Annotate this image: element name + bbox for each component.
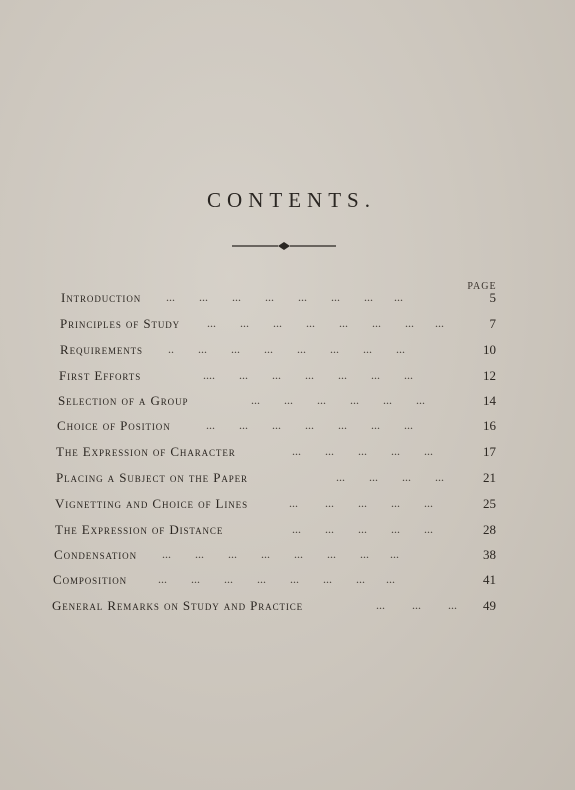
toc-entry[interactable] [0, 522, 575, 544]
dot-leader: ... ... ... ... ... ... [251, 393, 425, 407]
dot-leader: .... ... ... ... ... ... ... [203, 368, 413, 382]
page-column-header: PAGE [467, 281, 497, 292]
toc-entry[interactable] [0, 547, 575, 569]
toc-entry[interactable] [0, 418, 575, 440]
toc-entry-title: Introduction [61, 290, 142, 305]
toc-entry-page: 49 [483, 598, 496, 613]
divider-ornament [232, 239, 336, 253]
toc-entry-page: 25 [483, 496, 496, 511]
toc-entry-page: 5 [489, 290, 496, 305]
toc-entry-title: Requirements [60, 342, 143, 357]
toc-entry[interactable] [0, 368, 575, 390]
dot-leader: ... ... ... ... [336, 470, 444, 484]
toc-entry-page: 12 [483, 368, 496, 383]
toc-entry-page: 28 [483, 522, 496, 537]
toc-entry-page: 7 [489, 316, 496, 331]
toc-entry[interactable] [0, 598, 575, 620]
toc-entry[interactable] [0, 496, 575, 518]
toc-entry-title: Principles of Study [60, 316, 181, 331]
page-title: CONTENTS. [207, 188, 376, 212]
toc-entry[interactable] [0, 572, 575, 594]
dot-leader: ... ... ... ... ... ... ... ... [162, 547, 399, 561]
toc-entry-title: Vignetting and Choice of Lines [55, 496, 248, 511]
toc-entry-title: The Expression of Character [56, 444, 236, 459]
toc-entry-page: 17 [483, 444, 496, 459]
dot-leader: ... ... ... ... ... ... ... ... [207, 316, 444, 330]
toc-entry-title: Choice of Position [57, 418, 171, 433]
toc-entry-page: 14 [483, 393, 496, 408]
toc-entry-page: 21 [483, 470, 496, 485]
dot-leader: ... ... ... ... ... ... ... ... [158, 572, 395, 586]
toc-entry-title: Selection of a Group [58, 393, 189, 408]
toc-entry-title: Condensation [54, 547, 137, 562]
toc-entry[interactable] [0, 316, 575, 338]
toc-entry-title: Composition [53, 572, 128, 587]
dot-leader: ... ... ... ... ... ... ... [206, 418, 413, 432]
toc-entry-title: General Remarks on Study and Practice [52, 598, 304, 613]
dot-leader: ... ... ... ... ... ... ... ... [166, 290, 403, 304]
toc-entry[interactable] [0, 470, 575, 492]
toc-entry[interactable] [0, 342, 575, 364]
toc-entry-title: Placing a Subject on the Paper [56, 470, 248, 485]
toc-entry-page: 38 [483, 547, 496, 562]
toc-entry-page: 10 [483, 342, 496, 357]
dot-leader: ... ... ... ... ... [292, 522, 433, 536]
dot-leader: ... ... ... ... ... [292, 444, 433, 458]
dot-leader: .. ... ... ... ... ... ... ... [168, 342, 405, 356]
toc-entry[interactable] [0, 393, 575, 415]
toc-entry-page: 16 [483, 418, 496, 433]
toc-entry[interactable] [0, 444, 575, 466]
toc-entry-title: The Expression of Distance [55, 522, 224, 537]
dot-leader: ... ... ... [376, 598, 457, 612]
toc-entry[interactable] [0, 290, 575, 312]
toc-entry-page: 41 [483, 572, 496, 587]
dot-leader: ... ... ... ... ... [289, 496, 433, 510]
toc-entry-title: First Efforts [59, 368, 142, 383]
